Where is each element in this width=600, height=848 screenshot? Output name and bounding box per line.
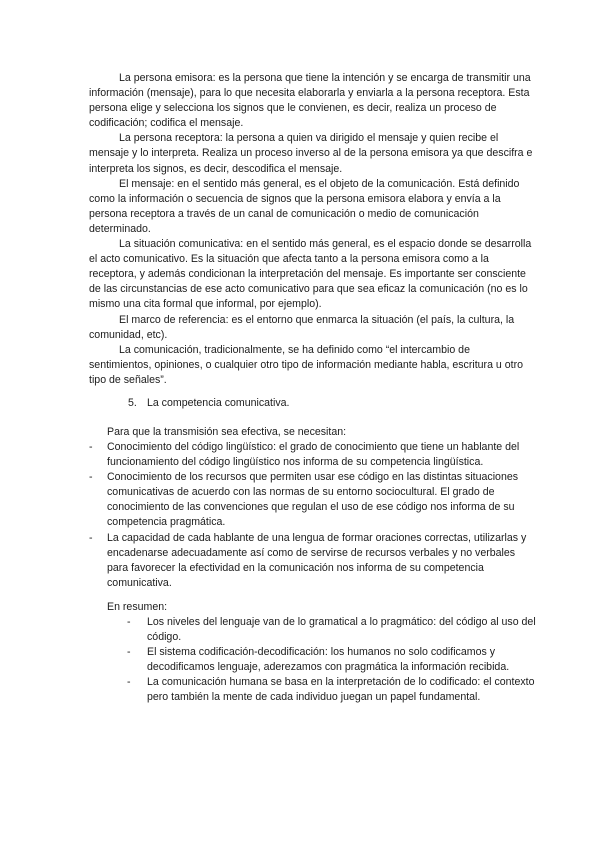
paragraph-situacion: La situación comunicativa: en el sentido más general, es el espacio donde se desarrolla el acto comunicativo. Es la situación que afecta tanto a la persona emisora como a la receptora, y además condicionan la interpretación del mensaje. Es importante ser consciente de las circunstancias de ese acto comunicativo para que sea eficaz la comunicación (no es lo mismo una cita formal que informal, por ejemplo). (89, 238, 532, 311)
list-item-text: La capacidad de cada hablante de una lengua de formar oraciones correctas, utilizarlas y encadenarse adecuadamente así como de servirse de recursos verbales y no verbales para favorecer la efectividad en la comunicación nos informa de su competencia comunicativa. (107, 531, 527, 589)
requirements-intro: Para que la transmisión sea efectiva, se necesitan: (107, 426, 347, 438)
summary-title: En resumen: (107, 601, 168, 613)
list-item (89, 440, 539, 470)
list-item (89, 470, 539, 530)
list-item (127, 675, 537, 705)
list-item-text: La comunicación humana se basa en la interpretación de lo codificado: el contexto pero también la mente de cada individuo juegan un papel fundamental. (147, 676, 535, 704)
paragraph-receptora: La persona receptora: la persona a quien va dirigido el mensaje y quien recibe el mensaje y lo interpreta. Realiza un proceso inverso al de la persona emisora ya que descifra e interpreta los signos, es decir, descodifica el mensaje. (89, 132, 533, 175)
list-item-text: Conocimiento de los recursos que permiten usar ese código en las distintas situaciones comunicativas de acuerdo con las normas de su entorno sociocultural. El grado de conocimiento de las convenciones que regulan el uso de ese código nos informa de su competencia pragmática. (107, 471, 519, 529)
list-item (127, 615, 537, 645)
list-item (127, 645, 537, 675)
section-heading (128, 396, 528, 411)
dash-bullet: - (89, 471, 93, 484)
paragraph-mensaje: El mensaje: en el sentido más general, es el objeto de la comunicación. Está definido como la información o secuencia de signos que la persona emisora elabora y envía a la persona receptora a través de un canal de comunicación o medio de comunicación determinado. (89, 177, 520, 235)
summary-list (127, 615, 537, 706)
paragraph-emisora: La persona emisora: es la persona que tiene la intención y se encarga de transmitir una información (mensaje), para lo que necesita elaborarla y enviarla a la persona receptora. Esta persona elige y selecciona los signos que le convienen, es decir, realiza un proceso de codificación; codifica el mensaje. (89, 72, 531, 130)
body-text (89, 71, 535, 388)
dash-bullet: - (89, 531, 93, 544)
dash-bullet: - (89, 441, 93, 453)
list-item-text: El sistema codificación-decodificación: los humanos no solo codificamos y decodificamos lenguaje, aderezamos con pragmática la información recibida. (147, 646, 510, 674)
list-item-text: Conocimiento del código lingüístico: el grado de conocimiento que tiene un hablante del funcionamiento del código lingüístico nos informa de su competencia lingüística. (107, 441, 520, 469)
paragraph-marco: El marco de referencia: es el entorno que enmarca la situación (el país, la cultura, la comunidad, etc). (89, 313, 515, 341)
dash-bullet: - (127, 616, 131, 628)
section-title: La competencia comunicativa. (146, 397, 290, 409)
section-number: 5. (128, 397, 137, 409)
paragraph-comunicacion: La comunicación, tradicionalmente, se ha definido como “el intercambio de sentimientos, opiniones, o cualquier otro tipo de información mediante habla, escritura u otro tipo de señales”. (89, 343, 524, 386)
list-item (89, 531, 539, 591)
list-item-text: Los niveles del lenguaje van de lo gramatical a lo pragmático: del código al uso del código. (147, 616, 536, 644)
requirements-list (89, 440, 539, 591)
dash-bullet: - (127, 676, 131, 689)
dash-bullet: - (127, 646, 131, 659)
